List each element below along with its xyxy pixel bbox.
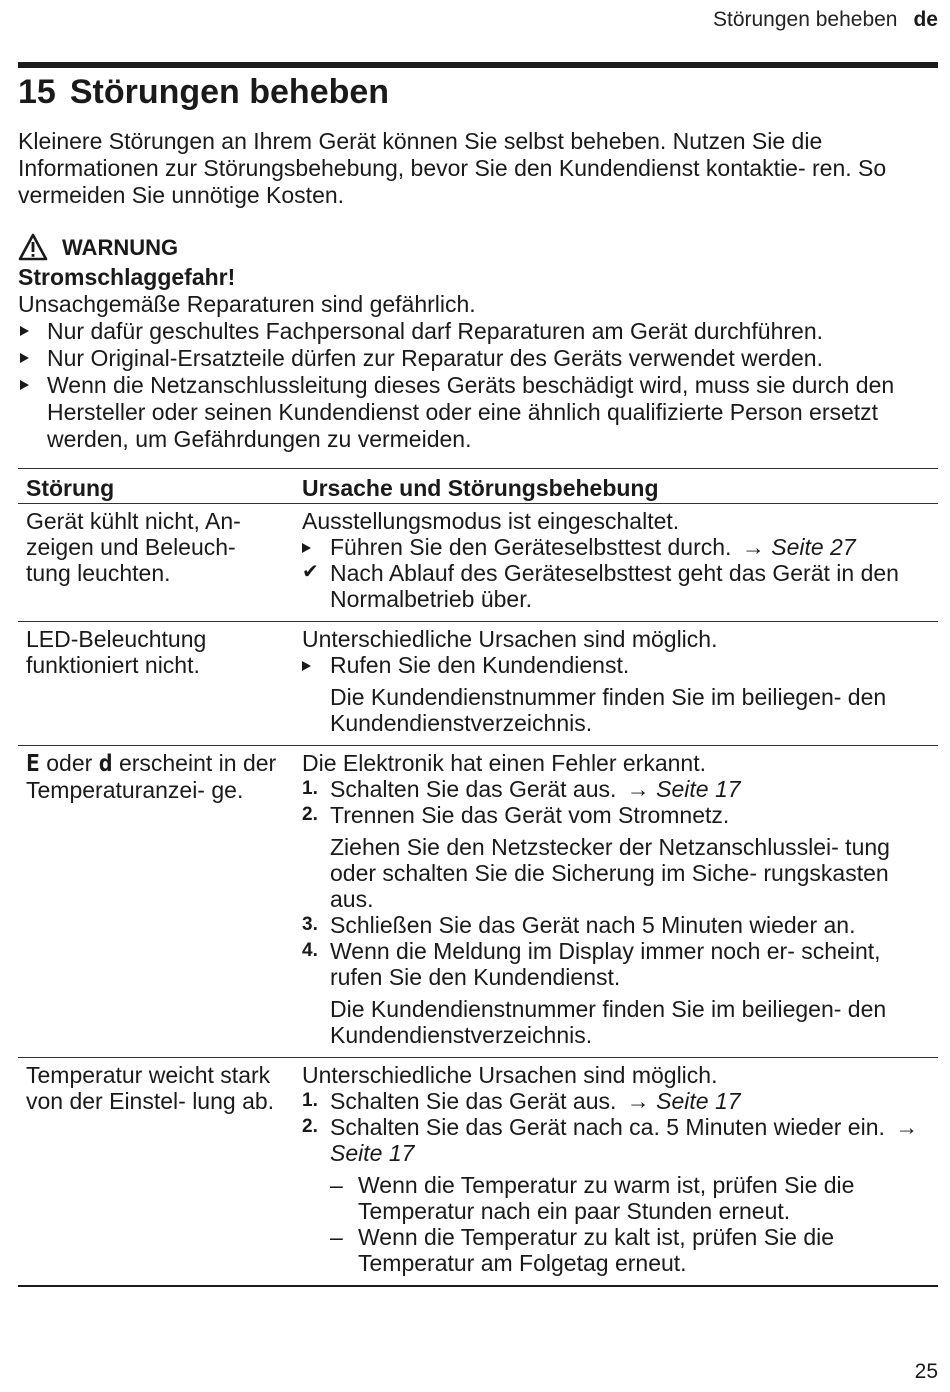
- cause-cell: [294, 1058, 938, 1287]
- header-section-title: Störungen beheben: [712, 8, 898, 31]
- numbered-step: 1. Schalten Sie das Gerät aus. → Seite 17: [302, 776, 741, 802]
- column-header-fault: Störung: [18, 469, 294, 504]
- list-item: Nur Original-Ersatzteile dürfen zur Reparatur des Geräts verwendet werden.: [18, 345, 938, 372]
- page-reference: Seite 17: [656, 1088, 741, 1114]
- page-reference: Seite 17: [656, 776, 741, 802]
- page-number: 25: [914, 1360, 938, 1383]
- intro-paragraph: Kleinere Störungen an Ihrem Gerät können Sie selbst beheben. Nutzen Sie die Informationen zur Störungsbehebung, bevor Sie den Kundendienst kontaktie- ren. So vermeiden Sie unnötige Kosten.: [18, 128, 887, 208]
- check-icon: ✔: [302, 561, 319, 583]
- cause-text: Unterschiedliche Ursachen sind möglich.: [302, 1062, 718, 1088]
- numbered-step: 3. Schließen Sie das Gerät nach 5 Minuten wieder an.: [302, 912, 856, 938]
- display-code-d: d: [98, 751, 113, 777]
- warning-title: Stromschlaggefahr!: [18, 264, 236, 290]
- warning-box: [18, 230, 938, 453]
- cause-text: Ausstellungsmodus ist eingeschaltet.: [302, 508, 680, 534]
- arrow-right-icon: →: [888, 1114, 919, 1140]
- warning-triangle-icon: [18, 233, 48, 261]
- bullet-triangle-icon: [20, 326, 29, 336]
- step-note: Die Kundendienstnummer finden Sie im beiliegen- den Kundendienstverzeichnis.: [330, 684, 887, 736]
- column-header-cause: Ursache und Störungsbehebung: [294, 469, 938, 504]
- dash-icon: –: [330, 1172, 343, 1198]
- table-row: [18, 746, 938, 1058]
- dash-item: – Wenn die Temperatur zu kalt ist, prüfen Sie die Temperatur am Folgetag erneut.: [330, 1224, 835, 1276]
- result-step: ✔ Nach Ablauf des Geräteselbsttest geht das Gerät in den Normalbetrieb über.: [302, 560, 899, 612]
- running-header: [713, 8, 938, 32]
- bullet-triangle-icon: [302, 661, 311, 671]
- table-row: [18, 504, 938, 622]
- step-note: Ziehen Sie den Netzstecker der Netzanschlusslei- tung oder schalten Sie die Sicherung im Siche- rungskasten aus.: [330, 834, 890, 912]
- cause-cell: [294, 504, 938, 622]
- table-row: [18, 1058, 938, 1287]
- list-item: Nur dafür geschultes Fachpersonal darf Reparaturen am Gerät durchführen.: [18, 318, 938, 345]
- display-code-e: E: [26, 751, 40, 777]
- numbered-step: 2. Schalten Sie das Gerät nach ca. 5 Minuten wieder ein. → Seite 17: [302, 1114, 919, 1166]
- warning-header: [18, 230, 938, 264]
- arrow-right-icon: →: [620, 1088, 657, 1114]
- table-row: [18, 622, 938, 746]
- action-step: Führen Sie den Geräteselbsttest durch. → Seite 27: [302, 534, 930, 560]
- dash-item: – Wenn die Temperatur zu warm ist, prüfen Sie die Temperatur nach ein paar Stunden erneut.: [330, 1172, 855, 1224]
- bullet-triangle-icon: [20, 353, 29, 363]
- numbered-step: 1. Schalten Sie das Gerät aus. → Seite 17: [302, 1088, 741, 1114]
- header-language: de: [913, 8, 938, 31]
- cause-cell: [294, 622, 938, 746]
- dash-icon: –: [330, 1224, 343, 1250]
- warning-list: [18, 318, 938, 453]
- cause-cell: [294, 746, 938, 1058]
- numbered-step: 4. Wenn die Meldung im Display immer noch er- scheint, rufen Sie den Kundendienst.: [302, 938, 881, 990]
- page-reference: Seite 27: [771, 534, 856, 560]
- arrow-right-icon: →: [620, 776, 657, 802]
- chapter-heading: [18, 70, 389, 114]
- cause-text: Die Elektronik hat einen Fehler erkannt.: [302, 750, 706, 776]
- action-step: Rufen Sie den Kundendienst.: [302, 652, 930, 678]
- fault-cell: E oder d erscheint in der Temperaturanzei- ge.: [18, 746, 294, 1058]
- chapter-title: Störungen beheben: [69, 73, 390, 111]
- bullet-triangle-icon: [302, 543, 311, 553]
- chapter-number: 15: [18, 73, 56, 111]
- troubleshooting-table: [18, 468, 938, 1287]
- warning-label: WARNUNG: [62, 234, 179, 260]
- step-note: Die Kundendienstnummer finden Sie im beiliegen- den Kundendienstverzeichnis.: [330, 996, 887, 1048]
- numbered-step: 2. Trennen Sie das Gerät vom Stromnetz.: [302, 802, 730, 828]
- arrow-right-icon: →: [735, 534, 772, 560]
- table-header-row: [18, 469, 938, 504]
- fault-cell: Temperatur weicht stark von der Einstel- lung ab.: [18, 1058, 294, 1287]
- fault-cell: Gerät kühlt nicht, An- zeigen und Beleuch- tung leuchten.: [18, 504, 294, 622]
- top-rule: [18, 62, 938, 68]
- list-item: Wenn die Netzanschlussleitung dieses Geräts beschädigt wird, muss sie durch den Hersteller oder seinen Kundendienst oder eine ähnlich qualifizierte Person ersetzt werden, um Gefährdungen zu vermeiden.: [18, 372, 938, 453]
- fault-cell: LED-Beleuchtung funktioniert nicht.: [18, 622, 294, 746]
- page-reference: Seite 17: [330, 1140, 415, 1166]
- cause-text: Unterschiedliche Ursachen sind möglich.: [302, 626, 718, 652]
- warning-text: Unsachgemäße Reparaturen sind gefährlich.: [18, 291, 476, 317]
- bullet-triangle-icon: [20, 380, 29, 390]
